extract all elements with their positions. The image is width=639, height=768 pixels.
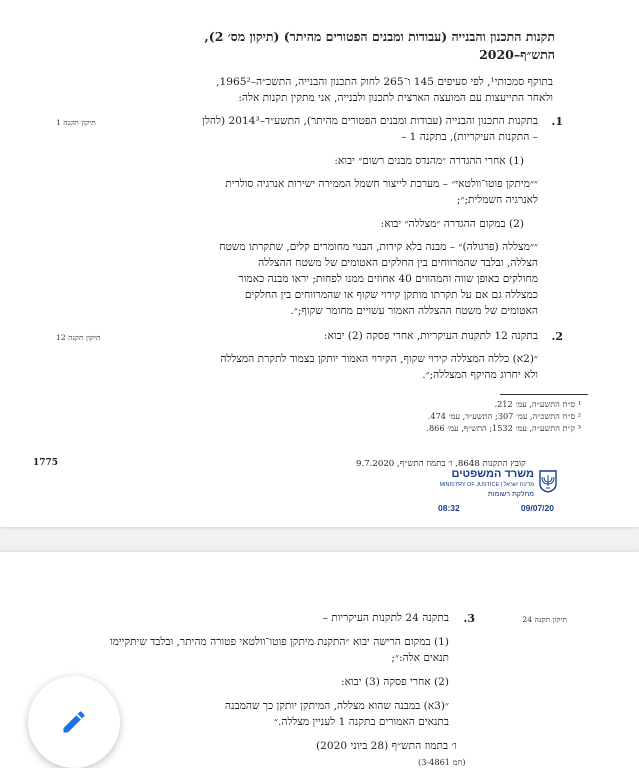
section-3-quote-line-1: ״(3א) במבנה שהוא מצללה, המיתקן יותקן כך שהמבנה bbox=[224, 700, 449, 712]
signing-date: ו׳ בתמוז התש״ף (28 ביוני 2020) bbox=[316, 740, 457, 752]
section-1-para-2-line-4: כמצללה גם אם על תקרתו מותקן קירוי שקוף או שהמרווחים בין החלקים bbox=[244, 289, 538, 301]
footnote-1: ¹ ס״ח התשע״ה, עמ׳ 212. bbox=[494, 399, 581, 409]
footnote-divider bbox=[500, 394, 588, 395]
stamp-department: מחלקת רשומות bbox=[487, 491, 534, 498]
section-1-para-1-line-1: ״״מיתקן פוטו־וולטאי״ – מערכת לייצור חשמל הממירה ישירות אנרגיה סולרית bbox=[225, 178, 538, 190]
stamp-date: 09/07/20 bbox=[520, 503, 554, 513]
section-1-para-1-line-2: לאנרגיה חשמלית;״; bbox=[456, 194, 538, 206]
section-3-para-2-head: (2) אחרי פסקה (3) יבוא: bbox=[341, 676, 449, 688]
section-2-quote-line-1: ״(2א) כללה המצללה קירוי שקוף, הקירוי האמור יותקן בצמוד לתקרת המצללה bbox=[220, 353, 538, 365]
section-1-para-2-line-1: ״״מצללה (פרגולה)״ – מבנה בלא קירות, הבנוי מחומרים קלים, שתקרתו משטח bbox=[219, 241, 538, 253]
pencil-icon bbox=[60, 708, 88, 736]
section-3-para-1-line-1: (1) במקום הרישה יבוא ״התקנת מיתקן פוטו־וולטאי פטורה מהיתר, ובלבד שיתקיימו bbox=[109, 636, 449, 648]
stamp-org-hebrew: משרד המשפטים bbox=[451, 468, 534, 480]
stamp-org-english: MINISTRY OF JUSTICE | מדינת ישראל bbox=[439, 482, 534, 488]
section-2-quote-line-2: ולא יחרוג מהיקף המצללה;״. bbox=[422, 369, 538, 381]
section-3-quote-line-2: בתנאים האמורים בתקנה 1 לעניין מצללה.״ bbox=[273, 716, 449, 728]
regulation-title-line-1: תקנות התכנון והבנייה (עבודות ומבנים הפטורים מהיתר) (תיקון מס׳ 2), bbox=[204, 29, 555, 44]
document-reference: (חמ 3-4861) bbox=[418, 757, 466, 767]
section-1-line-2: – התקנות העיקריות), בתקנה 1 – bbox=[401, 131, 538, 143]
preamble-line-1: בתוקף סמכותי¹, לפי סעיפים 145 ו־265 לחוק התכנון והבנייה, התשכ״ה–1965², bbox=[216, 76, 553, 88]
section-1-para-2-line-3: מחולקים באופן שווה והמהווים 40 אחוזים ממנו לפחות; יראו מבנה כאמור bbox=[238, 273, 538, 285]
menorah-emblem-icon bbox=[538, 469, 558, 493]
section-3-margin-note: תיקון תקנה 24 bbox=[522, 615, 567, 624]
page-number: 1775 bbox=[33, 458, 59, 468]
section-3-number: 3. bbox=[463, 612, 475, 625]
preamble-line-2: ולאחר התייעצות עם המועצה הארצית לתכנון ולבנייה, אני מתקין תקנות אלה: bbox=[238, 92, 553, 104]
footnote-3: ³ ק״ת התשע״ה, עמ׳ 1532; התש״ף, עמ׳ 866. bbox=[426, 423, 581, 433]
publication-footer: קובץ התקנות 8648, ו׳ בתמוז התש״ף, 9.7.2020 bbox=[356, 459, 526, 469]
section-1-para-2-line-5: האטומים של משטח ההצללה האמור עשויים מחומר שקוף;״. bbox=[290, 305, 538, 317]
section-3-line-1: בתקנה 24 לתקנות העיקריות – bbox=[322, 612, 449, 624]
ministry-of-justice-stamp bbox=[438, 468, 558, 516]
section-2-number: 2. bbox=[551, 330, 563, 343]
footnote-2: ² ס״ח התשכ״ה, עמ׳ 307; התשע״ד, עמ׳ 474. bbox=[427, 411, 581, 421]
edit-fab-button[interactable] bbox=[28, 676, 120, 768]
section-1-number: 1. bbox=[551, 115, 563, 128]
section-1-line-1: בתקנות התכנון והבנייה (עבודות ומבנים הפטורים מהיתר), התשע״ד–2014³ (להלן bbox=[202, 115, 538, 127]
section-1-para-2-line-2: הצללה, ובלבד שהמרווחים בין החלקים האטומים של משטח ההצללה bbox=[258, 257, 538, 269]
section-1-para-2-head: (2) במקום ההגדרה ״מצללה״ יבוא: bbox=[380, 218, 524, 230]
section-2-margin-note: תיקון תקנה 12 bbox=[56, 333, 101, 342]
section-1-margin-note: תיקון תקנה 1 bbox=[56, 118, 96, 127]
section-2-line-1: בתקנה 12 לתקנות העיקריות, אחרי פסקה (2) יבוא: bbox=[323, 330, 538, 342]
regulation-title-line-2: התש״ף–2020 bbox=[479, 47, 555, 62]
section-1-para-1-head: (1) אחרי ההגדרה ״מהנדס מבנים רשום״ יבוא: bbox=[334, 155, 524, 167]
section-3-para-1-line-2: תנאים אלה:״; bbox=[391, 652, 449, 664]
stamp-time: 08:32 bbox=[438, 503, 460, 513]
